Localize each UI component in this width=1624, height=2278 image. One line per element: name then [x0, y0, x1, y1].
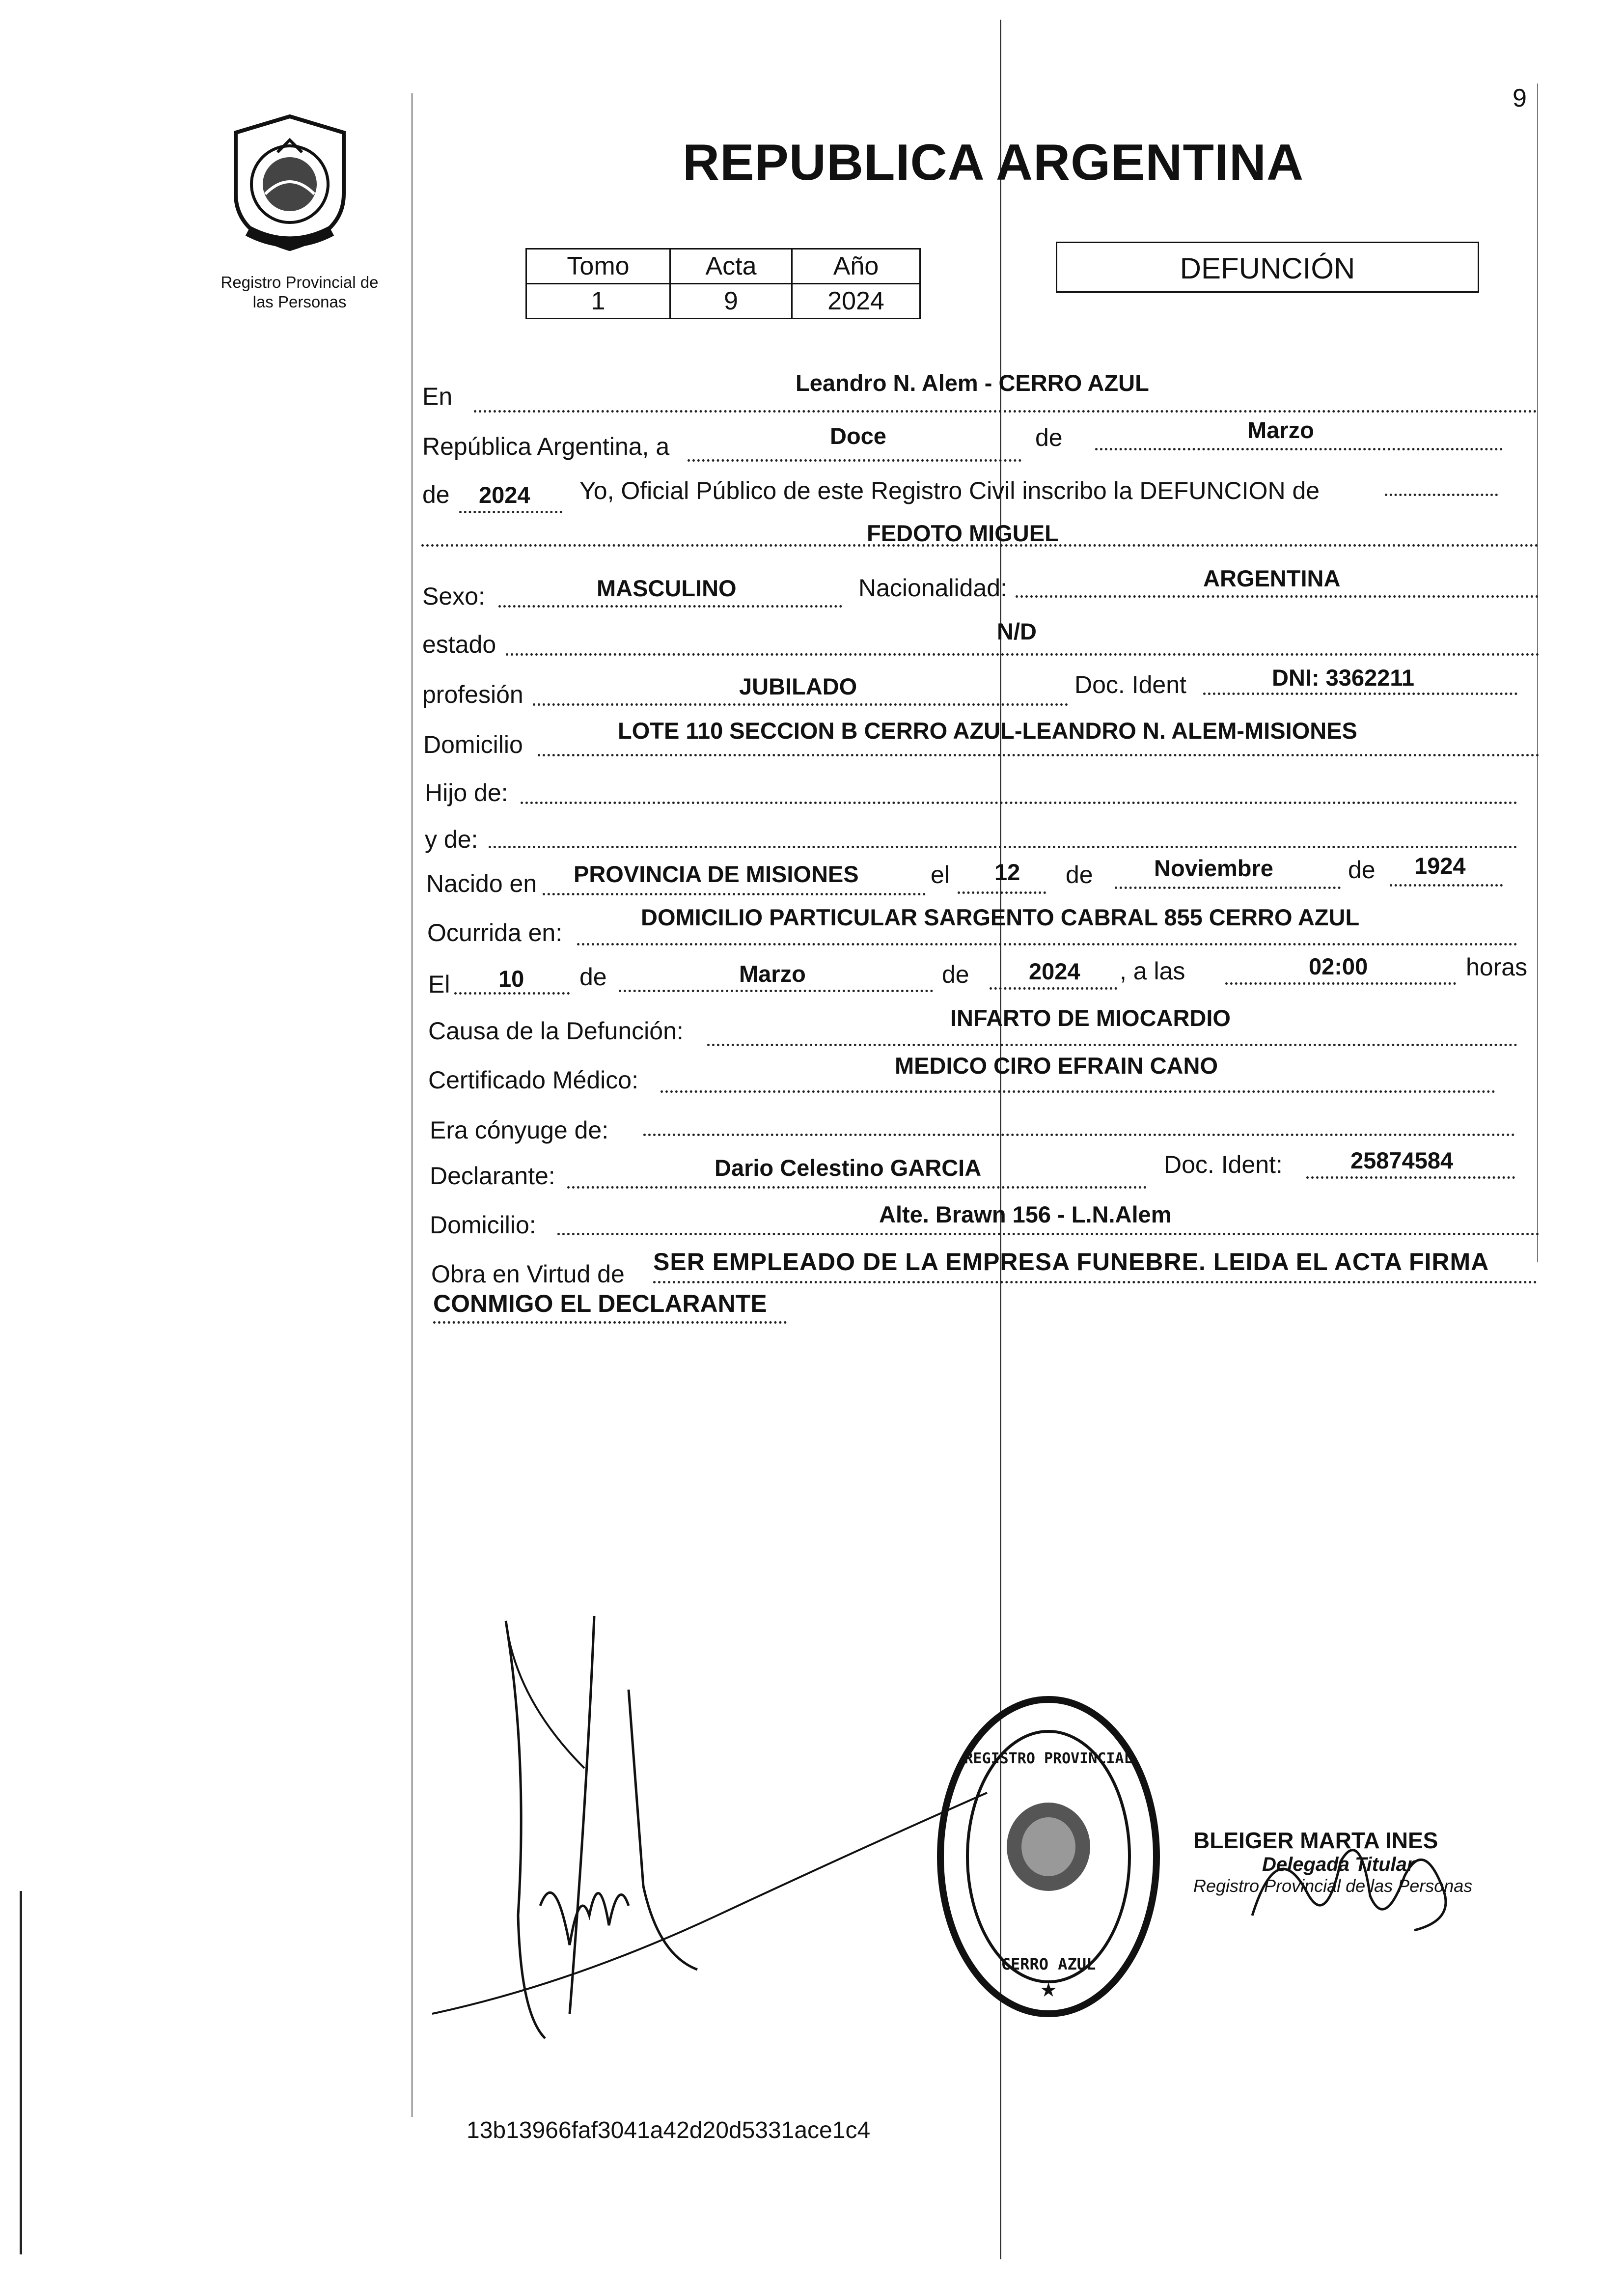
- def-de-label: de: [579, 963, 607, 991]
- ocurrida-value: DOMICILIO PARTICULAR SARGENTO CABRAL 855 CERRO AZUL: [641, 904, 1360, 930]
- docident-line: [1203, 693, 1517, 695]
- obra-line1: [653, 1281, 1537, 1283]
- decl-doc-value: 25874584: [1350, 1147, 1454, 1173]
- certificado-label: Certificado Médico:: [428, 1066, 638, 1094]
- y-de-label: y de:: [425, 826, 478, 853]
- sexo-value: MASCULINO: [597, 575, 737, 601]
- decl-domicilio-line: [557, 1233, 1540, 1235]
- inscribo-text: Yo, Oficial Público de este Registro Civil inscribo la DEFUNCION de: [579, 477, 1320, 504]
- def-dia-line: [454, 992, 570, 995]
- nacionalidad-label: Nacionalidad:: [858, 574, 1007, 602]
- en-line: [474, 410, 1537, 413]
- nacido-line: [543, 893, 926, 895]
- nac-anio-line: [1390, 884, 1503, 887]
- right-margin-line: [1537, 83, 1538, 1262]
- declarante-line: [567, 1186, 1147, 1189]
- stamp-center-text: CERRO AZUL: [1001, 1955, 1096, 1973]
- province-seal-logo: [219, 111, 361, 253]
- tomo-value: 1: [526, 284, 670, 319]
- nacido-value: PROVINCIA DE MISIONES: [574, 861, 859, 887]
- officer-office: Registro Provincial de las Personas: [1193, 1876, 1473, 1896]
- mes-line: [1095, 448, 1503, 450]
- logo-caption-line2: las Personas: [252, 293, 347, 311]
- officer-name: BLEIGER MARTA INES: [1193, 1828, 1438, 1853]
- sexo-line: [498, 605, 842, 608]
- def-de2-label: de: [942, 961, 969, 988]
- causa-line: [707, 1044, 1517, 1046]
- anio-value: 2024: [792, 284, 920, 319]
- certificado-line: [661, 1090, 1495, 1093]
- def-mes-line: [619, 990, 933, 992]
- nacionalidad-line: [1016, 595, 1539, 598]
- domicilio-label: Domicilio: [423, 731, 523, 758]
- domicilio-value: LOTE 110 SECCION B CERRO AZUL-LEANDRO N. ALEM-MISIONES: [618, 718, 1357, 744]
- el-label: El: [428, 971, 450, 998]
- de-anio-label: de: [422, 481, 450, 508]
- mes-value: Marzo: [1247, 417, 1314, 443]
- ocurrida-line: [577, 943, 1517, 945]
- hijo-line: [521, 802, 1517, 804]
- hora-line: [1225, 982, 1456, 985]
- declarante-value: Dario Celestino GARCIA: [715, 1155, 982, 1181]
- logo-caption: [201, 273, 398, 312]
- estado-value: N/D: [997, 618, 1037, 644]
- left-margin-line: [412, 93, 413, 2117]
- inscribo-line: [1385, 494, 1498, 496]
- decl-domicilio-label: Domicilio:: [430, 1211, 536, 1239]
- dia-value: Doce: [830, 423, 886, 449]
- nombre-value: FEDOTO MIGUEL: [867, 520, 1059, 546]
- nacionalidad-value: ARGENTINA: [1203, 565, 1341, 591]
- en-label: En: [422, 383, 453, 410]
- dia-line: [688, 459, 1021, 462]
- obra-line2: [433, 1321, 787, 1324]
- obra-value-line2: CONMIGO EL DECLARANTE: [433, 1290, 767, 1317]
- nacido-el-label: el: [931, 861, 950, 889]
- registry-table: [525, 248, 921, 319]
- def-dia-value: 10: [498, 966, 524, 992]
- anio-value: 2024: [479, 482, 530, 508]
- declarante-label: Declarante:: [430, 1162, 555, 1190]
- document-title: REPUBLICA ARGENTINA: [683, 134, 1304, 191]
- nac-de-label: de: [1066, 861, 1093, 889]
- officer-title: Delegada Titular: [1262, 1854, 1415, 1875]
- acta-value: 9: [670, 284, 792, 319]
- causa-label: Causa de la Defunción:: [428, 1017, 684, 1045]
- domicilio-line: [538, 754, 1540, 756]
- profesion-label: profesión: [422, 681, 523, 708]
- hijo-label: Hijo de:: [425, 779, 508, 806]
- estado-line: [506, 653, 1540, 656]
- nac-dia-value: 12: [994, 859, 1020, 885]
- page-number: 9: [1513, 84, 1527, 112]
- acta-header: Acta: [670, 249, 792, 284]
- nacido-label: Nacido en: [426, 870, 537, 897]
- svg-text:REGISTRO PROVINCIAL: REGISTRO PROVINCIAL: [964, 1750, 1133, 1767]
- nac-mes-line: [1115, 887, 1341, 889]
- docident-value: DNI: 3362211: [1272, 665, 1415, 691]
- document-type-box: DEFUNCIÓN: [1056, 242, 1479, 293]
- hora-value: 02:00: [1309, 953, 1368, 979]
- declarant-signature: [422, 1611, 1012, 2056]
- decl-domicilio-value: Alte. Brawn 156 - L.N.Alem: [879, 1201, 1172, 1227]
- alas-label: , a las: [1120, 957, 1185, 985]
- scan-edge-line: [20, 1891, 22, 2254]
- obra-label: Obra en Virtud de: [431, 1260, 625, 1288]
- conyuge-label: Era cónyuge de:: [430, 1116, 609, 1144]
- nac-dia-line: [958, 891, 1046, 894]
- def-anio-value: 2024: [1029, 958, 1080, 984]
- logo-caption-line1: Registro Provincial de: [220, 273, 379, 291]
- de-label: de: [1035, 424, 1063, 451]
- anio-header: Año: [792, 249, 920, 284]
- conyuge-line: [643, 1134, 1515, 1136]
- sexo-label: Sexo:: [422, 583, 485, 610]
- republica-label: República Argentina, a: [422, 433, 670, 460]
- officer-signature: [1238, 1817, 1463, 1947]
- tomo-header: Tomo: [526, 249, 670, 284]
- horas-label: horas: [1466, 953, 1528, 981]
- nac-anio-value: 1924: [1414, 853, 1466, 879]
- decl-doc-line: [1306, 1176, 1515, 1179]
- estado-label: estado: [422, 631, 496, 658]
- anio-line: [459, 511, 562, 513]
- certificado-value: MEDICO CIRO EFRAIN CANO: [895, 1053, 1218, 1079]
- nac-mes-value: Noviembre: [1154, 855, 1273, 881]
- official-stamp: [931, 1690, 1166, 2026]
- svg-text:★: ★: [1040, 1979, 1057, 2001]
- profesion-value: JUBILADO: [739, 673, 857, 699]
- document-hash: 13b13966faf3041a42d20d5331ace1c4: [467, 2117, 871, 2143]
- obra-value-line1: SER EMPLEADO DE LA EMPRESA FUNEBRE. LEIDA EL ACTA FIRMA: [653, 1248, 1489, 1276]
- causa-value: INFARTO DE MIOCARDIO: [950, 1005, 1231, 1031]
- nac-de2-label: de: [1348, 856, 1376, 884]
- decl-doc-label: Doc. Ident:: [1164, 1151, 1283, 1178]
- ocurrida-label: Ocurrida en:: [427, 919, 563, 946]
- docident-label: Doc. Ident: [1074, 671, 1186, 698]
- y-de-line: [489, 846, 1517, 848]
- en-value: Leandro N. Alem - CERRO AZUL: [796, 370, 1149, 396]
- profesion-line: [533, 703, 1068, 706]
- def-mes-value: Marzo: [739, 961, 806, 987]
- def-anio-line: [990, 987, 1117, 990]
